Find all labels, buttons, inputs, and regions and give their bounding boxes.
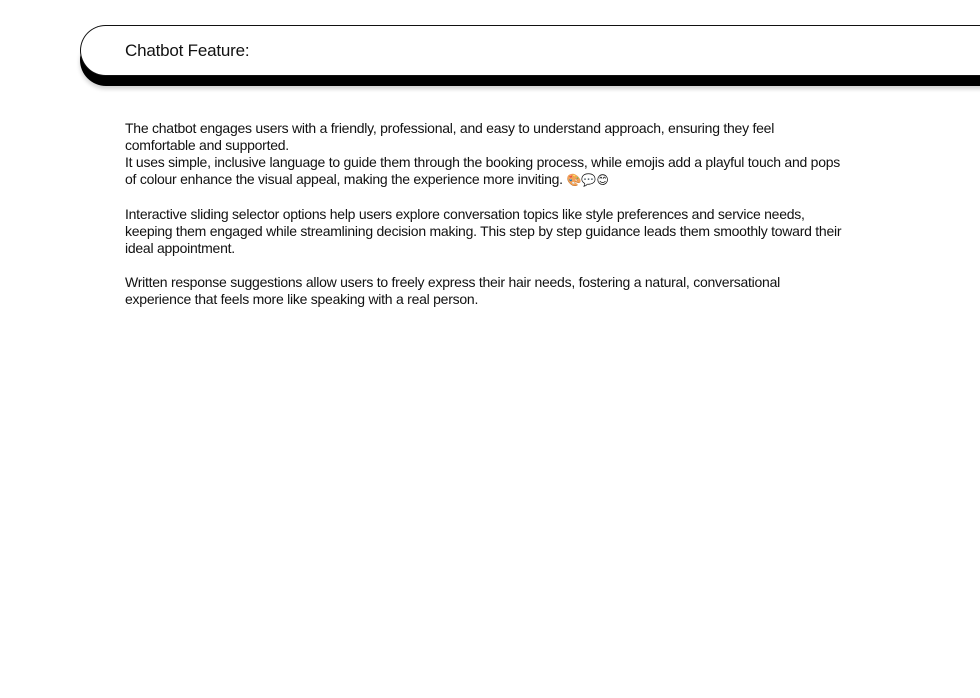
paragraph-text: It uses simple, inclusive language to guide them through the booking process, while emojis add a playful touch and pops of colour enhance the visual appeal, making the experience more inviting. xyxy=(125,154,841,187)
speech-bubble-icon: 💬 xyxy=(581,173,597,187)
paragraph-written-responses xyxy=(125,274,845,308)
paragraph-text: Written response suggestions allow users to freely express their hair needs, fostering a natural, conversational experience that feels more like speaking with a real person. xyxy=(125,274,780,307)
artist-palette-icon: 🎨 xyxy=(566,173,582,187)
page-title: Chatbot Feature: xyxy=(125,41,250,60)
smiling-face-icon: 😊 xyxy=(596,173,609,187)
paragraph-text: The chatbot engages users with a friendly, professional, and easy to understand approach, ensuring they feel comfortable and supported. xyxy=(125,120,775,153)
paragraph-text: Interactive sliding selector options help users explore conversation topics like style preferences and service needs, keeping them engaged while streamlining decision making. This step by step guidance leads them smoothly toward their ideal appointment. xyxy=(125,206,842,256)
paragraph-tone xyxy=(125,120,845,189)
feature-description xyxy=(125,120,845,325)
paragraph-sliding-selector xyxy=(125,206,845,257)
